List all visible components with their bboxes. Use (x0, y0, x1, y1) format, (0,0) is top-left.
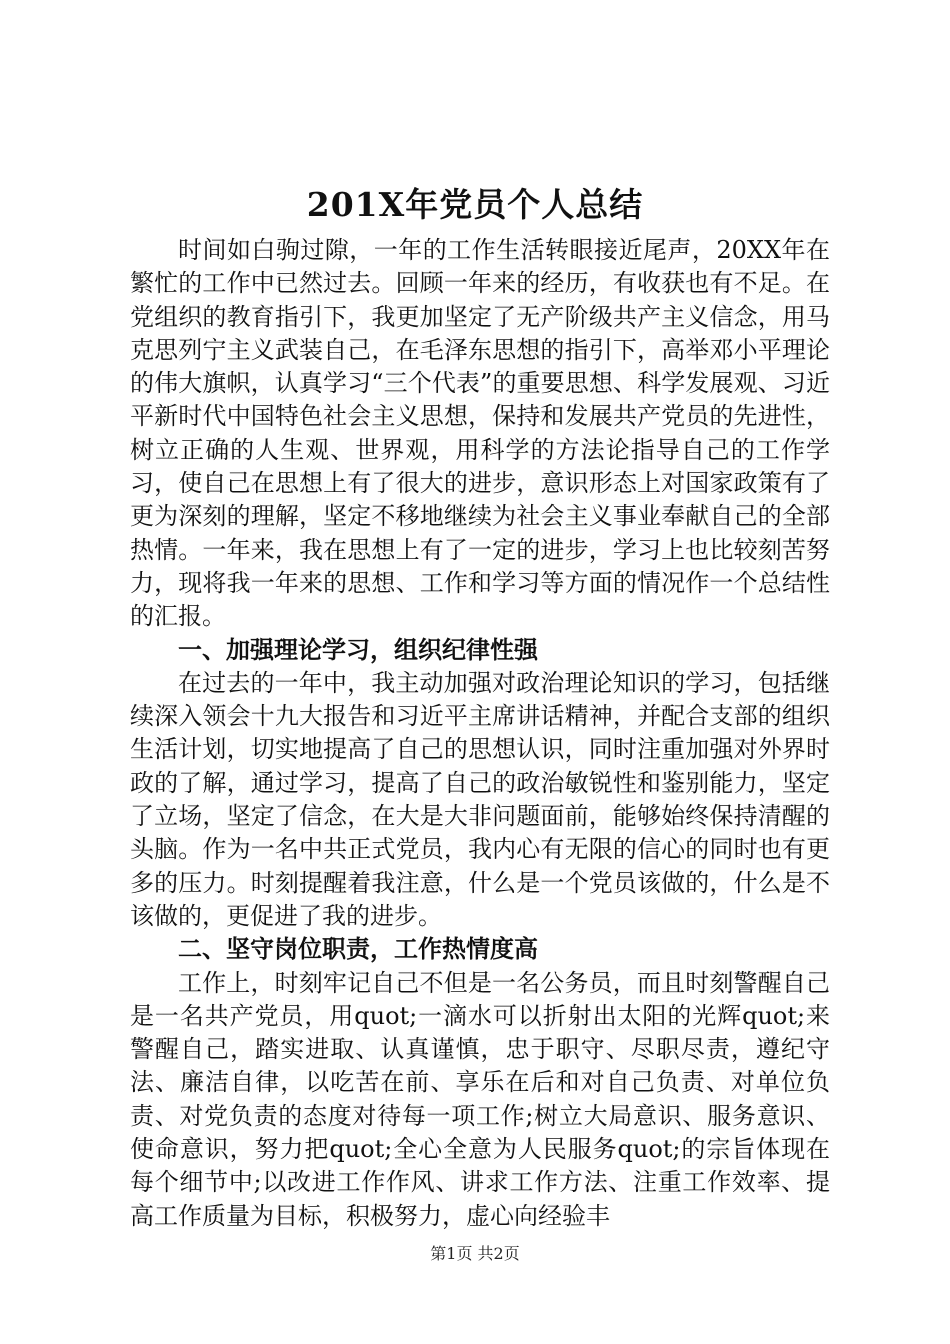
section-heading-2: 二、坚守岗位职责，工作热情度高 (178, 935, 538, 964)
section-paragraph-2: 工作上，时刻牢记自己不但是一名公务员，而且时刻警醒自己是一名共产党员，用quot;一滴水可以折射出太阳的光辉quot;来警醒自己，踏实进取、认真谨慎，忠于职守、尽职尽责，遵纪守法、廉洁自律，以吃苦在前、享乐在后和对自己负责、对单位负责、对党负责的态度对待每一项工作;树立大局意识、服务意识、使命意识，努力把quot;全心全意为人民服务quot;的宗旨体现在每个细节中;以改进工作作风、讲求工作方法、注重工作效率、提高工作质量为目标，积极努力，虚心向经验丰 (130, 968, 830, 1230)
section-paragraph-1: 在过去的一年中，我主动加强对政治理论知识的学习，包括继续深入领会十九大报告和习近平主席讲话精神，并配合支部的组织生活计划，切实地提高了自己的思想认识，同时注重加强对外界时政的了解，通过学习，提高了自己的政治敏锐性和鉴别能力，坚定了立场，坚定了信念，在大是大非问题面前，能够始终保持清醒的头脑。作为一名中共正式党员，我内心有无限的信心的同时也有更多的压力。时刻提醒着我注意，什么是一个党员该做的，什么是不该做的，更促进了我的进步。 (130, 668, 830, 930)
section-heading-1: 一、加强理论学习，组织纪律性强 (178, 635, 538, 664)
page-number-footer: 第1页 共2页 (430, 1244, 520, 1263)
document-body (130, 234, 830, 1233)
document-title: 201X年党员个人总结 (306, 185, 644, 224)
intro-paragraph: 时间如白驹过隙，一年的工作生活转眼接近尾声，20XX年在繁忙的工作中已然过去。回顾一年来的经历，有收获也有不足。在党组织的教育指引下，我更加坚定了无产阶级共产主义信念，用马克思列宁主义武装自己，在毛泽东思想的指引下，高举邓小平理论的伟大旗帜，认真学习“三个代表”的重要思想、科学发展观、习近平新时代中国特色社会主义思想，保持和发展共产党员的先进性，树立正确的人生观、世界观，用科学的方法论指导自己的工作学习，使自己在思想上有了很大的进步，意识形态上对国家政策有了更为深刻的理解，坚定不移地继续为社会主义事业奉献自己的全部热情。一年来，我在思想上有了一定的进步，学习上也比较刻苦努力，现将我一年来的思想、工作和学习等方面的情况作一个总结性的汇报。 (130, 236, 830, 631)
